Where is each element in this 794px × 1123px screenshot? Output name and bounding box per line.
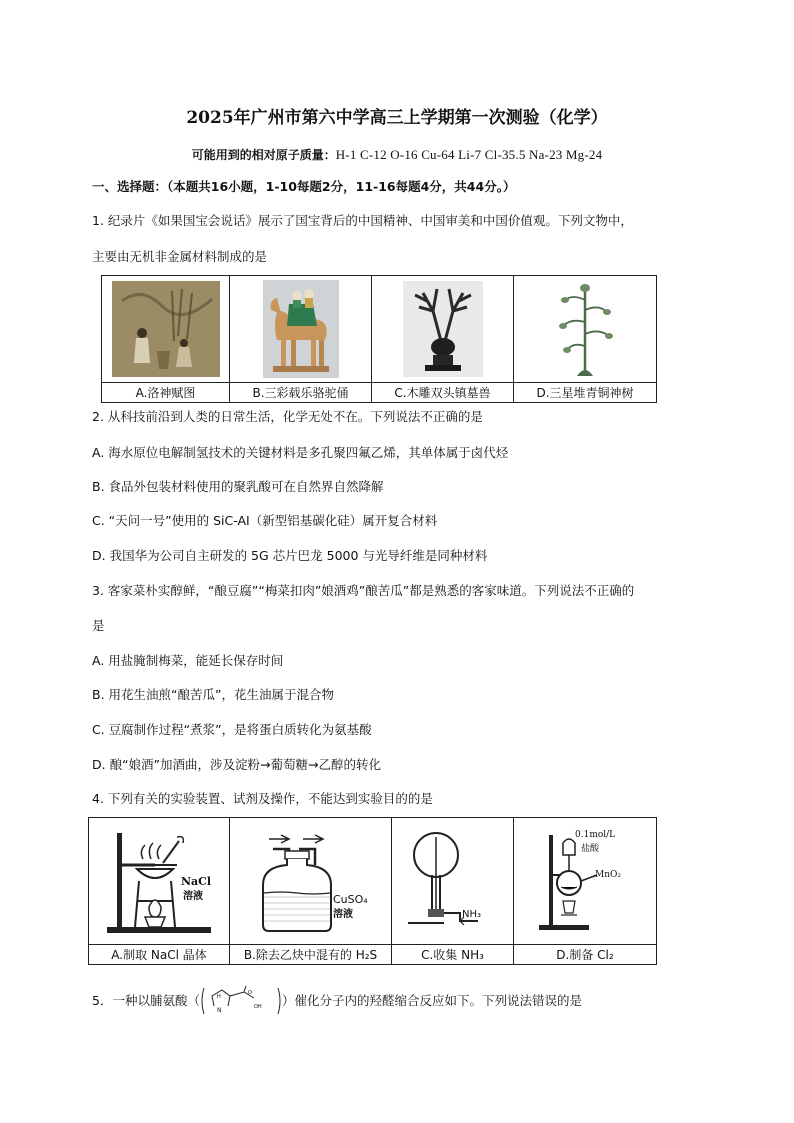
q1-image-a — [102, 276, 230, 383]
tomb-beast-icon — [403, 281, 483, 377]
camel-figurine-icon — [263, 280, 339, 378]
atomic-mass-label: 可能用到的相对原子质量： — [191, 148, 336, 162]
q4-apparatus-c — [392, 818, 514, 945]
chlorine-generator-icon — [525, 825, 645, 937]
q4-stem: 4. 下列有关的实验装置、试剂及操作，不能达到实验目的的是 — [92, 791, 433, 806]
proline-structure-icon — [200, 986, 282, 1016]
q1-option-a: A.洛神赋图 — [102, 383, 230, 403]
q1-image-table — [101, 275, 657, 403]
q1-stem-line1: 1. 纪录片《如果国宝会说话》展示了国宝背后的中国精神、中国审美和中国价值观。下列文物中， — [92, 213, 633, 228]
gas-collection-flask-icon — [398, 825, 508, 937]
q5-stem-suffix: ）催化分子内的羟醛缩合反应如下。下列说法错误的是 — [281, 993, 582, 1008]
q3-option-a: A. 用盐腌制梅菜，能延长保存时间 — [92, 653, 284, 668]
q4-label-concentration: 0.1mol/L — [575, 830, 616, 840]
atomic-mass-items: H-1 C-12 O-16 Cu-64 Li-7 Cl-35.5 Na-23 Mg-24 — [335, 147, 603, 162]
q1-image-d — [514, 276, 657, 383]
painting-icon — [112, 281, 220, 377]
q5-stem-prefix: 5．一种以脯氨酸（ — [92, 993, 200, 1008]
q1-image-b — [230, 276, 372, 383]
proline-oh-label: OH — [253, 1004, 262, 1010]
q2-option-b: B. 食品外包装材料使用的聚乳酸可在自然界自然降解 — [92, 479, 384, 494]
q4-label-nacl: NaCl — [181, 875, 212, 888]
q4-apparatus-b — [230, 818, 392, 945]
q3-option-b: B. 用花生油煎“酿苦瓜”，花生油属于混合物 — [92, 687, 334, 702]
q1-image-c — [372, 276, 514, 383]
proline-n-label: N — [216, 1007, 222, 1014]
q1-option-b: B.三彩载乐骆驼俑 — [230, 383, 372, 403]
gas-washing-bottle-icon — [241, 825, 381, 937]
proline-h-label: H — [216, 994, 221, 1000]
q3-stem-line1: 3. 客家菜朴实醇鲜，“酿豆腐”“梅菜扣肉”娘酒鸡”酿苦瓜”都是熟悉的客家味道。下列说法不正确的 — [92, 583, 635, 598]
q4-label-nh3: NH₃ — [461, 909, 481, 920]
q4-label-cuso4-solution: 溶液 — [332, 909, 353, 920]
q4-label-cuso4: CuSO₄ — [332, 893, 368, 906]
q4-label-hcl: 盐酸 — [581, 844, 600, 854]
q4-option-b: B.除去乙炔中混有的 H₂S — [230, 945, 392, 965]
q4-option-d: D.制备 Cl₂ — [514, 945, 657, 965]
proline-o-label: O — [247, 990, 252, 996]
q3-stem-line2: 是 — [92, 618, 105, 633]
q2-option-d: D. 我国华为公司自主研发的 5G 芯片巴龙 5000 与光导纤维是同种材料 — [92, 548, 488, 563]
q3-option-c: C. 豆腐制作过程“煮浆”，是将蛋白质转化为氨基酸 — [92, 722, 372, 737]
q1-stem-line2: 主要由无机非金属材料制成的是 — [92, 249, 268, 264]
q4-apparatus-a — [89, 818, 230, 945]
q1-option-c: C.木雕双头镇墓兽 — [372, 383, 514, 403]
q4-apparatus-table — [88, 817, 657, 965]
q2-option-c: C. “天问一号”使用的 SiC-AI（新型铝基碳化硅）属开复合材料 — [92, 513, 438, 528]
q1-option-d: D.三星堆青铜神树 — [514, 383, 657, 403]
q4-label-nacl-solution: 溶液 — [183, 891, 203, 902]
page-title: 2025年广州市第六中学高三上学期第一次测验（化学） — [186, 108, 608, 128]
q4-option-c: C.收集 NH₃ — [392, 945, 514, 965]
q4-option-a: A.制取 NaCl 晶体 — [89, 945, 230, 965]
atomic-mass-line — [0, 146, 794, 163]
evaporation-apparatus-icon — [99, 825, 219, 937]
bronze-tree-icon — [553, 280, 617, 378]
q4-apparatus-d — [514, 818, 657, 945]
q3-option-d: D. 酿“娘酒”加酒曲，涉及淀粉→葡萄糖→乙醇的转化 — [92, 757, 381, 772]
q2-stem: 2. 从科技前沿到人类的日常生活，化学无处不在。下列说法不正确的是 — [92, 409, 483, 424]
q2-option-a: A. 海水原位电解制氢技术的关键材料是多孔聚四氟乙烯，其单体属于卤代烃 — [92, 445, 509, 460]
q4-label-mno2: MnO₂ — [595, 870, 621, 880]
section-heading: 一、选择题：（本题共16小题，1-10每题2分，11-16每题4分，共44分。） — [92, 179, 516, 194]
q5-stem — [92, 986, 732, 1016]
